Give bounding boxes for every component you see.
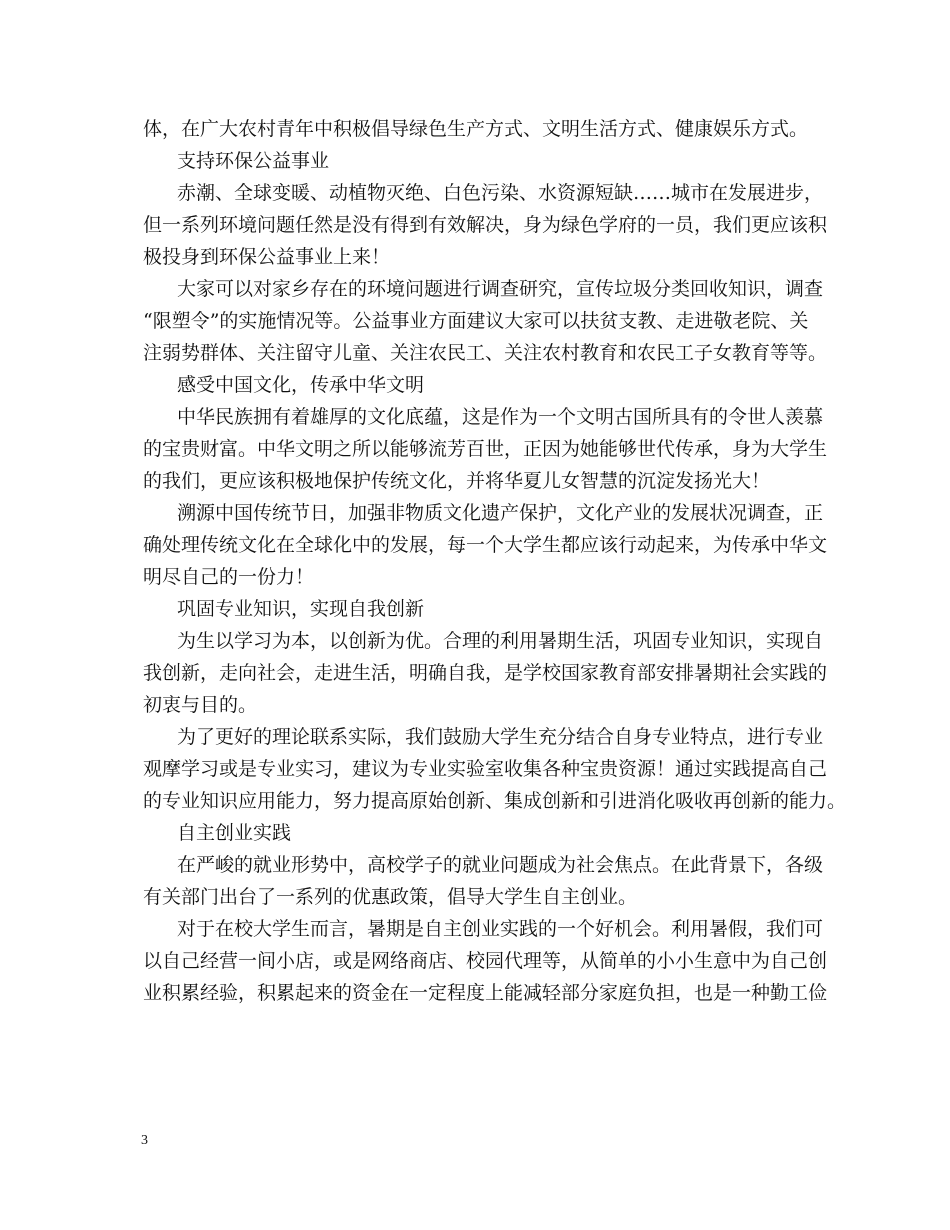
paragraph-line: 极投身到环保公益事业上来！ — [143, 246, 391, 268]
paragraph-line: 业积累经验，积累起来的资金在一定程度上能减轻部分家庭负担，也是一种勤工俭 — [143, 982, 828, 1004]
section-heading: 感受中国文化，传承中华文明 — [177, 374, 425, 396]
document-body — [143, 113, 847, 1009]
paragraph-line: 溯源中国传统节日，加强非物质文化遗产保护，文化产业的发展状况调查，正 — [177, 502, 824, 524]
paragraph-line: 赤潮、全球变暖、动植物灭绝、白色污染、水资源短缺……城市在发展进步， — [177, 182, 824, 204]
paragraph-line: 体，在广大农村青年中积极倡导绿色生产方式、文明生活方式、健康娱乐方式。 — [143, 118, 809, 140]
paragraph-line: 为了更好的理论联系实际，我们鼓励大学生充分结合自身专业特点，进行专业 — [177, 726, 824, 748]
paragraph-line: 注弱势群体、关注留守儿童、关注农民工、关注农村教育和农民工子女教育等等。 — [143, 342, 828, 364]
section-heading: 支持环保公益事业 — [177, 150, 330, 172]
paragraph-line: 有关部门出台了一系列的优惠政策，倡导大学生自主创业。 — [143, 886, 638, 908]
page-number: 3 — [141, 1133, 148, 1148]
section-heading: 巩固专业知识，实现自我创新 — [177, 598, 425, 620]
paragraph-line: 中华民族拥有着雄厚的文化底蕴，这是作为一个文明古国所具有的令世人羡慕 — [177, 406, 824, 428]
paragraph-line: 对于在校大学生而言，暑期是自主创业实践的一个好机会。利用暑假，我们可 — [177, 918, 824, 940]
paragraph-line: 初衷与目的。 — [143, 694, 258, 716]
paragraph-line: 在严峻的就业形势中，高校学子的就业问题成为社会焦点。在此背景下，各级 — [177, 854, 824, 876]
paragraph-line: 大家可以对家乡存在的环境问题进行调查研究，宣传垃圾分类回收知识，调查 — [177, 278, 824, 300]
paragraph-line: 但一系列环境问题任然是没有得到有效解决，身为绿色学府的一员，我们更应该积 — [143, 214, 828, 236]
paragraph-line: 的专业知识应用能力，努力提高原始创新、集成创新和引进消化吸收再创新的能力。 — [143, 790, 847, 812]
paragraph-line: 我创新，走向社会，走进生活，明确自我，是学校国家教育部安排暑期社会实践的 — [143, 662, 828, 684]
paragraph-line: 的我们，更应该积极地保护传统文化，并将华夏儿女智慧的沉淀发扬光大！ — [143, 470, 771, 492]
paragraph-line: 观摩学习或是专业实习，建议为专业实验室收集各种宝贵资源！通过实践提高自己 — [143, 758, 828, 780]
paragraph-line: “限塑令”的实施情况等。公益事业方面建议大家可以扶贫支教、走进敬老院、关 — [143, 310, 809, 332]
paragraph-line: 确处理传统文化在全球化中的发展，每一个大学生都应该行动起来，为传承中华文 — [143, 534, 828, 556]
paragraph-line: 为生以学习为本，以创新为优。合理的利用暑期生活，巩固专业知识，实现自 — [177, 630, 824, 652]
paragraph-line: 的宝贵财富。中华文明之所以能够流芳百世，正因为她能够世代传承，身为大学生 — [143, 438, 828, 460]
section-heading: 自主创业实践 — [177, 822, 292, 844]
paragraph-line: 明尽自己的一份力！ — [143, 566, 315, 588]
paragraph-line: 以自己经营一间小店，或是网络商店、校园代理等，从简单的小小生意中为自己创 — [143, 950, 828, 972]
